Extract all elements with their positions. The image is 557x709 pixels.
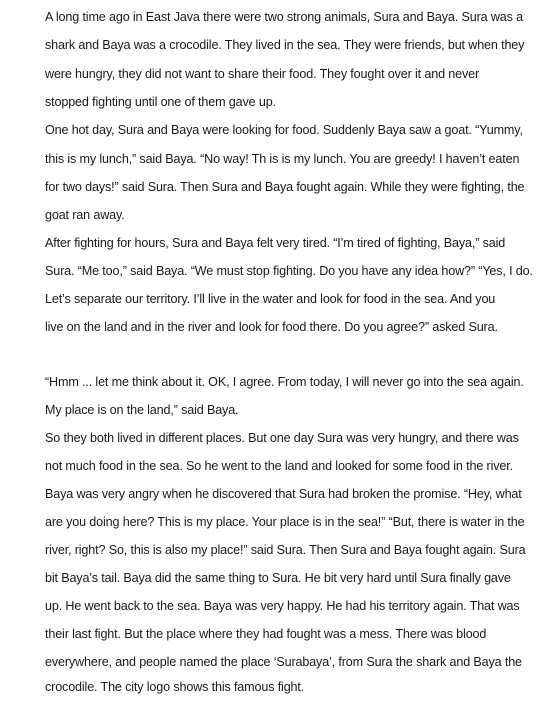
text-line-8: goat ran away.	[45, 208, 125, 222]
text-line-10: Sura. “Me too,” said Baya. “We must stop fighting. Do you have any idea how?” “Yes, I do.	[45, 264, 533, 278]
text-line-11: Let’s separate our territory. I’ll live in the water and look for food in the sea. And you	[45, 292, 496, 306]
text-line-14: My place is on the land,” said Baya.	[45, 403, 239, 417]
text-line-13: “Hmm ... let me think about it. OK, I agree. From today, I will never go into the sea again.	[45, 375, 524, 389]
text-line-4: stopped fighting until one of them gave up.	[45, 95, 276, 109]
text-line-23: everywhere, and people named the place ‘Surabaya’, from Sura the shark and Baya the	[45, 655, 522, 669]
text-line-9: After fighting for hours, Sura and Baya felt very tired. “I’m tired of fighting, Baya,” said	[45, 236, 506, 250]
text-line-16: not much food in the sea. So he went to the land and looked for some food in the river.	[45, 459, 513, 473]
text-line-3: were hungry, they did not want to share their food. They fought over it and never	[45, 67, 480, 81]
text-line-5: One hot day, Sura and Baya were looking for food. Suddenly Baya saw a goat. “Yummy,	[45, 123, 523, 137]
text-line-17: Baya was very angry when he discovered that Sura had broken the promise. “Hey, what	[45, 487, 522, 501]
text-line-24: crocodile. The city logo shows this famous fight.	[45, 680, 305, 694]
text-line-7: for two days!” said Sura. Then Sura and Baya fought again. While they were fighting, the	[45, 180, 525, 194]
text-line-6: this is my lunch,” said Baya. “No way! Th is is my lunch. You are greedy! I haven’t eaten	[45, 152, 520, 166]
text-line-19: river, right? So, this is also my place!” said Sura. Then Sura and Baya fought again. Sura	[45, 543, 526, 557]
text-line-2: shark and Baya was a crocodile. They lived in the sea. They were friends, but when they	[45, 38, 525, 52]
text-line-1: A long time ago in East Java there were two strong animals, Sura and Baya. Sura was a	[45, 10, 523, 24]
text-line-21: up. He went back to the sea. Baya was very happy. He had his territory again. That was	[45, 599, 520, 613]
text-line-22: their last fight. But the place where they had fought was a mess. There was blood	[45, 627, 487, 641]
text-line-15: So they both lived in different places. But one day Sura was very hungry, and there was	[45, 431, 519, 445]
text-line-20: bit Baya’s tail. Baya did the same thing to Sura. He bit very hard until Sura finally gave	[45, 571, 511, 585]
text-line-12: live on the land and in the river and look for food there. Do you agree?” asked Sura.	[45, 320, 498, 334]
text-line-18: are you doing here? This is my place. Your place is in the sea!” “But, there is water in the	[45, 515, 525, 529]
